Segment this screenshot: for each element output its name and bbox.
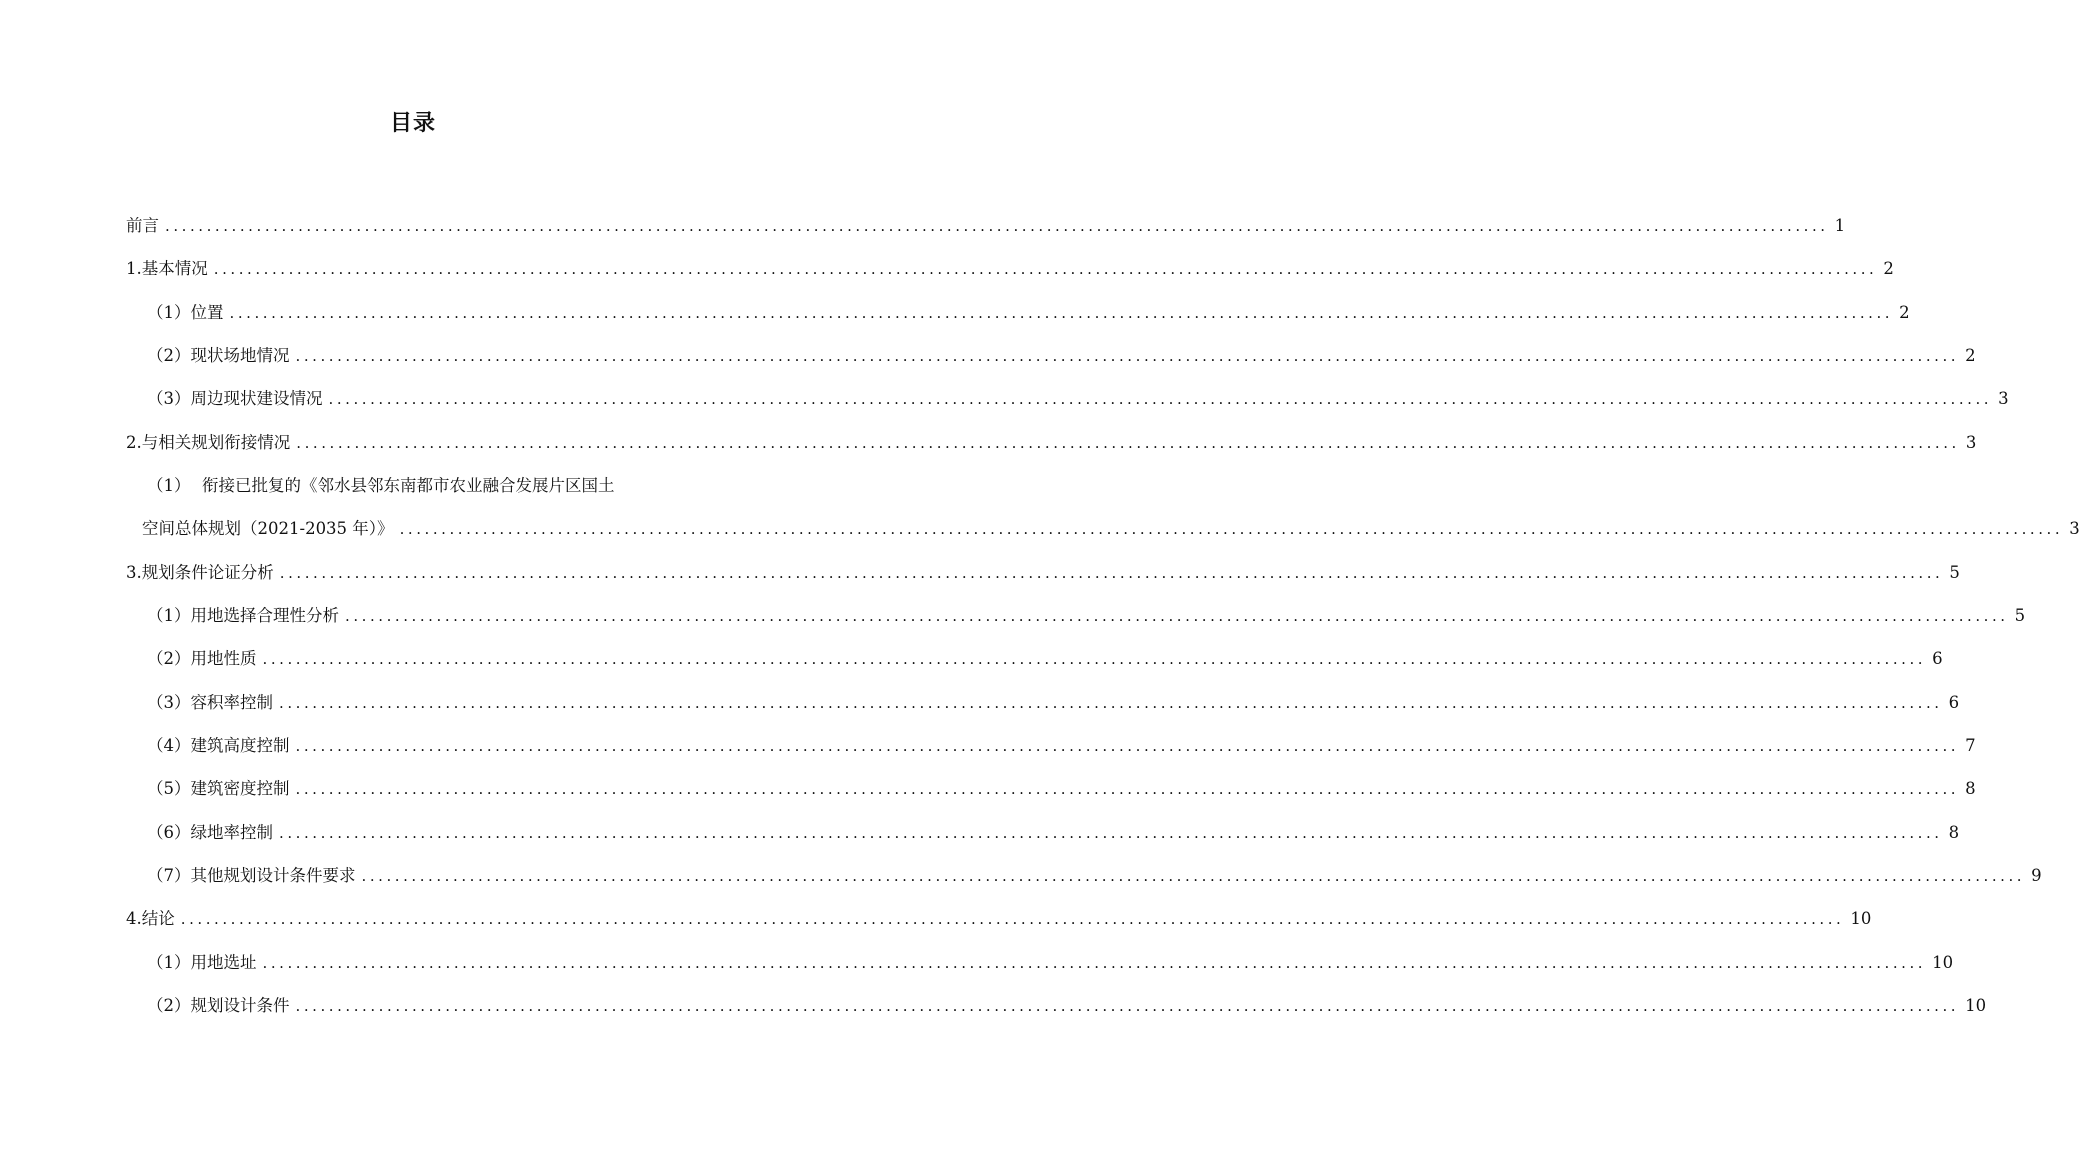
dot-leader: ........................................................................................................................................................................................................	[213, 260, 1878, 279]
toc-entry-3-1[interactable]	[126, 599, 2026, 642]
toc-page-number: 8	[1948, 822, 1960, 842]
toc-page-number: 9	[2031, 865, 2042, 885]
toc-entry-3-3[interactable]	[126, 686, 1960, 729]
toc-number: （1）	[147, 475, 191, 495]
toc-entry-1-3[interactable]	[126, 382, 2009, 425]
toc-number: （3）	[147, 692, 191, 712]
toc-entry-4-1[interactable]	[126, 946, 1954, 989]
toc-number: 2.	[126, 432, 142, 452]
toc-page-number: 2	[1883, 259, 1894, 279]
toc-page-number: 3	[1965, 432, 1977, 452]
dot-leader: ........................................................................................................................................................................................................	[295, 780, 1960, 799]
toc-label: 基本情况	[141, 259, 208, 279]
dot-leader: ........................................................................................................................................................................................................	[262, 953, 1927, 972]
toc-label: 位置	[190, 302, 224, 322]
toc-label: 规划设计条件	[190, 995, 290, 1015]
toc-label: 用地选址	[190, 952, 257, 972]
toc-page-number: 5	[2014, 605, 2026, 625]
toc-label: 规划条件论证分析	[141, 562, 274, 582]
toc-page-number: 10	[1850, 909, 1872, 929]
dot-leader: ........................................................................................................................................................................................................	[279, 693, 1943, 712]
toc-number: （4）	[147, 735, 191, 755]
toc-page-number: 2	[1965, 345, 1976, 365]
toc-entry-2-1[interactable]	[126, 469, 702, 512]
toc-entry-3-6[interactable]	[126, 816, 1960, 859]
dot-leader: ........................................................................................................................................................................................................	[279, 823, 1943, 842]
toc-entry-4[interactable]	[126, 902, 1872, 945]
dot-leader: ........................................................................................................................................................................................................	[399, 520, 2064, 539]
toc-number: （2）	[147, 345, 191, 365]
toc-label: 其他规划设计条件要求	[190, 865, 356, 885]
toc-label: 前言	[126, 216, 159, 235]
toc-number: 4.	[126, 909, 142, 929]
toc-number: （1）	[147, 302, 191, 322]
dot-leader: ........................................................................................................................................................................................................	[262, 650, 1927, 669]
toc-label-continued: 空间总体规划（2021-2035 年）》	[142, 519, 394, 539]
toc-page-number: 6	[1948, 692, 1960, 712]
toc-label: 现状场地情况	[190, 345, 290, 365]
toc-entry-preface[interactable]	[126, 209, 1846, 252]
toc-number: （2）	[147, 649, 191, 669]
toc-label: 建筑高度控制	[190, 735, 290, 755]
toc-page-number: 1	[1834, 216, 1846, 235]
toc-number: （6）	[147, 822, 191, 842]
dot-leader: ........................................................................................................................................................................................................	[328, 390, 1993, 409]
toc-number: （3）	[147, 389, 191, 409]
toc-number: 3.	[126, 562, 142, 582]
toc-entry-1[interactable]	[126, 252, 1894, 295]
toc-label: 用地性质	[190, 649, 257, 669]
toc-label: 与相关规划衔接情况	[141, 432, 291, 452]
toc-number: （1）	[147, 952, 191, 972]
dot-leader: ........................................................................................................................................................................................................	[296, 433, 1960, 452]
toc-page-number: 3	[1998, 389, 2009, 409]
dot-leader: ........................................................................................................................................................................................................	[295, 736, 1960, 755]
toc-entry-3-5[interactable]	[126, 772, 1976, 815]
dot-leader: ........................................................................................................................................................................................................	[279, 563, 1944, 582]
toc-entry-3[interactable]	[126, 556, 1960, 599]
toc-entry-4-2[interactable]	[126, 989, 1987, 1032]
toc-number: （1）	[147, 605, 191, 625]
toc-label: 绿地率控制	[190, 822, 273, 842]
dot-leader: ........................................................................................................................................................................................................	[295, 346, 1960, 365]
toc-page-number: 10	[1932, 952, 1954, 972]
toc-label: 容积率控制	[190, 692, 273, 712]
toc-page-number: 8	[1965, 779, 1976, 799]
dot-leader: ........................................................................................................................................................................................................	[229, 303, 1894, 322]
toc-page-number: 6	[1932, 649, 1943, 669]
toc-entry-3-2[interactable]	[126, 642, 1943, 685]
toc-page-number: 5	[1949, 562, 1960, 582]
toc-number: （7）	[147, 865, 191, 885]
toc-label: 周边现状建设情况	[190, 389, 323, 409]
dot-leader: ........................................................................................................................................................................................................	[165, 217, 1829, 235]
toc-number: 1.	[126, 259, 142, 279]
toc-entry-1-1[interactable]	[126, 296, 1910, 339]
toc-page-number: 3	[2069, 519, 2080, 539]
toc-number: （2）	[147, 995, 191, 1015]
toc-label: 衔接已批复的《邻水县邻东南都市农业融合发展片区国土	[202, 475, 615, 495]
table-of-contents	[126, 209, 2080, 1032]
toc-number: （5）	[147, 779, 191, 799]
toc-entry-2-1-continued[interactable]	[126, 512, 2080, 555]
toc-page-number: 10	[1965, 995, 1987, 1015]
toc-label: 结论	[141, 909, 175, 929]
toc-entry-1-2[interactable]	[126, 339, 1976, 382]
dot-leader: ........................................................................................................................................................................................................	[361, 866, 2026, 885]
toc-entry-3-7[interactable]	[126, 859, 2042, 902]
dot-leader: ........................................................................................................................................................................................................	[180, 910, 1845, 929]
page-title: 目录	[389, 110, 436, 136]
toc-label: 用地选择合理性分析	[190, 605, 339, 625]
toc-label: 建筑密度控制	[190, 779, 290, 799]
dot-leader: ........................................................................................................................................................................................................	[295, 996, 1960, 1015]
toc-page-number: 2	[1899, 302, 1910, 322]
toc-entry-2[interactable]	[126, 426, 1977, 469]
dot-leader: ........................................................................................................................................................................................................	[345, 606, 2009, 625]
toc-entry-3-4[interactable]	[126, 729, 1976, 772]
toc-page-number: 7	[1965, 735, 1976, 755]
